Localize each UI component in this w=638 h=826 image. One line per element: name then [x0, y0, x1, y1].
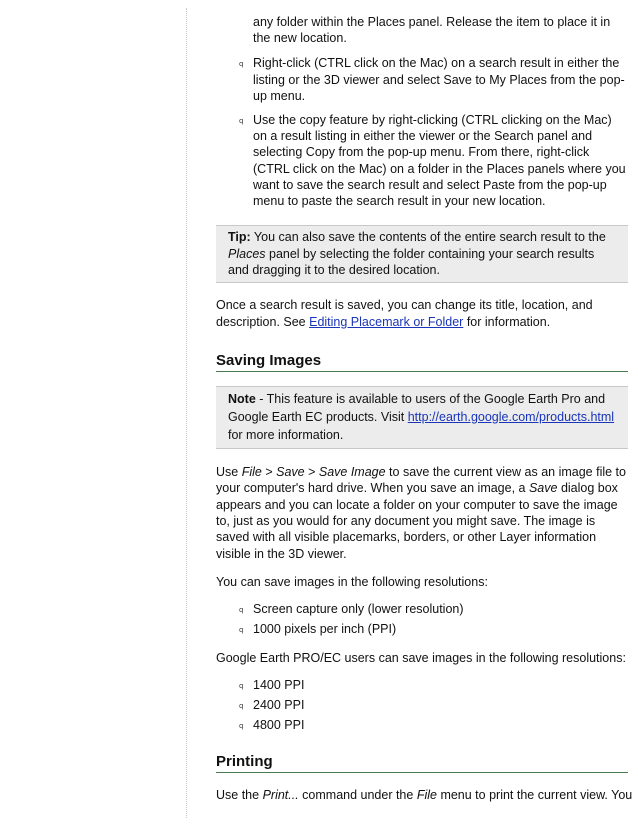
note-text-end: for more information.	[228, 428, 344, 443]
list-item	[216, 601, 628, 617]
text: command under the	[298, 788, 417, 803]
file-menu-ref: File	[241, 465, 262, 480]
margin-rule	[186, 8, 187, 818]
note-label: Note	[228, 392, 256, 407]
saved-text: Once a search result is saved, you can change its title, location, and description. See	[216, 298, 593, 329]
save-images-paragraph	[216, 464, 628, 562]
list-item	[216, 112, 628, 209]
list-item	[216, 697, 628, 713]
editing-placemark-link[interactable]: Editing Placemark or Folder	[309, 314, 464, 329]
save-image-menu-ref: Save Image	[318, 465, 386, 480]
resolutions-intro: You can save images in the following resolutions:	[216, 574, 488, 589]
text: Use the	[216, 788, 263, 803]
text: to save the current view as an image file to your computer's hard drive. When you save an image, a	[216, 465, 626, 496]
heading-saving-images: Saving Images	[216, 352, 628, 372]
saved-paragraph	[216, 297, 628, 330]
list-item	[216, 14, 628, 46]
text: dialog box appears and you can locate a folder on your computer to save the image to, just as you would for any document you might save. The image is saved with all visible placemarks, borders, or other Layer information visible in the 3D viewer.	[216, 481, 618, 561]
bullet-icon: q	[239, 702, 244, 711]
list-item	[216, 677, 628, 693]
list-item-text: 1000 pixels per inch (PPI)	[253, 622, 397, 637]
bullet-icon: q	[239, 681, 244, 690]
bullet-icon: q	[239, 626, 244, 635]
list-item-text: Use the copy feature by right-clicking (CTRL clicking on the Mac) on a result listing in either the viewer or the Search panel and selecting Copy from the pop-up menu. From there, right-click (CTRL click on the Mac) on a folder in the Places panels where you want to save the search result and select Paste from the pop-up menu to paste the search result in your new location.	[253, 113, 626, 209]
list-item	[216, 717, 628, 733]
pro-resolutions-list	[216, 677, 628, 734]
tip-box	[216, 225, 628, 283]
text: >	[261, 465, 277, 480]
saved-text-end: for information.	[463, 314, 551, 329]
tip-places: Places	[228, 246, 266, 261]
bullet-icon: q	[239, 60, 244, 69]
list-item-text: 4800 PPI	[253, 718, 305, 733]
list-item-text: Right-click (CTRL click on the Mac) on a search result in either the listing or the 3D viewer and select Save to My Places from the pop-up menu.	[253, 56, 625, 103]
tip-label: Tip:	[228, 230, 251, 245]
list-item-text: 1400 PPI	[253, 677, 305, 692]
heading-printing: Printing	[216, 753, 628, 773]
bullet-icon: q	[239, 117, 244, 126]
pro-intro: Google Earth PRO/EC users can save images in the following resolutions:	[216, 650, 626, 665]
list-item-text: Screen capture only (lower resolution)	[253, 602, 464, 617]
top-bullet-list	[216, 14, 628, 209]
list-item-text: any folder within the Places panel. Release the item to place it in the new location.	[253, 15, 611, 46]
save-dialog-ref: Save	[528, 481, 558, 496]
printing-paragraph	[216, 787, 633, 803]
note-text: - This feature is available to users of the Google Earth Pro and Google Earth EC products. Visit	[228, 392, 606, 425]
text: menu to print the current view. You	[436, 788, 633, 803]
list-item	[216, 55, 628, 104]
bullet-icon: q	[239, 606, 244, 615]
bullet-icon: q	[239, 722, 244, 731]
text: Use	[216, 465, 242, 480]
save-menu-ref: Save	[276, 465, 305, 480]
file-menu-ref: File	[416, 788, 437, 803]
tip-text-end: panel by selecting the folder containing your search results and dragging it to the desired location.	[228, 246, 595, 278]
list-item	[216, 621, 628, 637]
page-content	[216, 0, 633, 804]
print-command-ref: Print...	[262, 788, 299, 803]
products-link[interactable]: http://earth.google.com/products.html	[407, 410, 615, 425]
tip-text: You can also save the contents of the entire search result to the	[250, 230, 606, 245]
note-box	[216, 386, 628, 449]
list-item-text: 2400 PPI	[253, 698, 305, 713]
resolutions-list	[216, 601, 628, 637]
text: >	[304, 465, 319, 480]
